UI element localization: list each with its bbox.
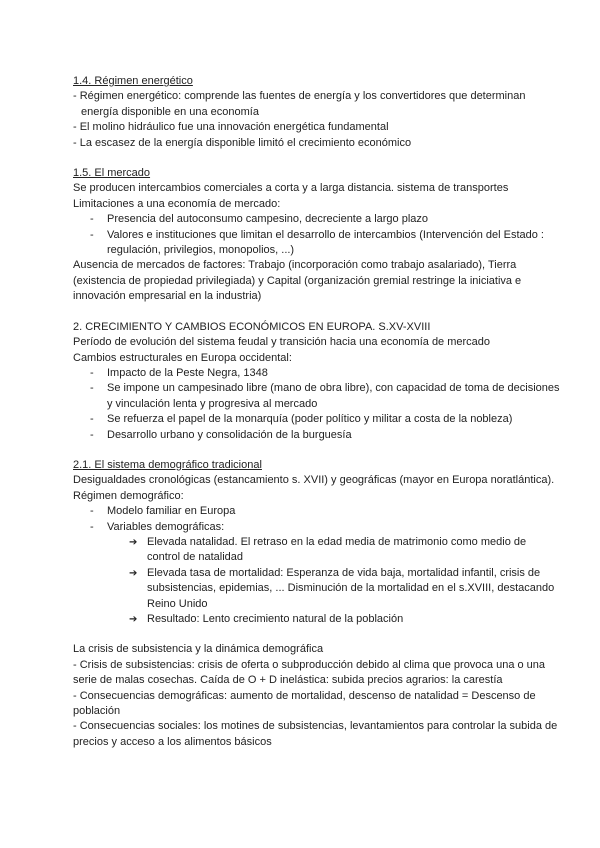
arrow-list-item: ➔ Elevada natalidad. El retraso en la edad media de matrimonio como medio de control de natalidad [73, 535, 560, 566]
section-heading-demografico: 2.1. El sistema demográfico tradicional [73, 458, 262, 471]
paragraph-consecuencias-sociales: - Consecuencias sociales: los motines de subsistencias, levantamientos para controlar la subida de precios y acceso a los alimentos básicos [73, 720, 558, 748]
spacer [73, 305, 560, 320]
arrow-list-item: ➔ Resultado: Lento crecimiento natural de la población [73, 612, 560, 627]
section-heading-mercado: 1.5. El mercado [73, 167, 151, 180]
list-item: - Se refuerza el papel de la monarquía (poder político y militar a costa de la nobleza) [73, 412, 560, 427]
paragraph-periodo: Período de evolución del sistema feudal y transición hacia una economía de mercado [73, 336, 491, 349]
list-item: - Desarrollo urbano y consolidación de la burguesía [73, 428, 560, 443]
paragraph-regimen-definition: - Régimen energético: comprende las fuentes de energía y los convertidores que determinan energía disponible en una economía [73, 90, 526, 118]
list-item: - Impacto de la Peste Negra, 1348 [73, 366, 560, 381]
paragraph-cambios: Cambios estructurales en Europa occidental: [73, 351, 292, 364]
section-heading-crecimiento: 2. CRECIMIENTO Y CAMBIOS ECONÓMICOS EN EUROPA. S.XV-XVIII [73, 320, 431, 333]
paragraph-ausencia-mercados: Ausencia de mercados de factores: Trabajo (incorporación como trabajo asalariado), Tierra (existencia de propiedad privilegiada) y Capital (organización gremial restringe la iniciativa e innovación empresarial en la industria) [73, 259, 522, 303]
paragraph-limitaciones: Limitaciones a una economía de mercado: [73, 197, 281, 210]
paragraph-intercambios: Se producen intercambios comerciales a corta y a larga distancia. sistema de transportes [73, 182, 509, 195]
section-heading-crisis: La crisis de subsistencia y la dinámica demográfica [73, 643, 324, 656]
spacer [73, 443, 560, 458]
spacer [73, 151, 560, 166]
list-item: - Modelo familiar en Europa [73, 504, 560, 519]
paragraph-desigualdades: Desigualdades cronológicas (estancamiento s. XVII) y geográficas (mayor en Europa noratlántica). [73, 474, 555, 487]
list-item: - Presencia del autoconsumo campesino, decreciente a largo plazo [73, 212, 560, 227]
list-item: - Variables demográficas: [73, 520, 560, 535]
list-item: - Valores e instituciones que limitan el desarrollo de intercambios (Intervención del Estado : regulación, privilegios, monopolios, ...) [73, 228, 560, 259]
list-cambios [73, 366, 560, 443]
paragraph-molino: - El molino hidráulico fue una innovación energética fundamental [73, 121, 389, 134]
paragraph-escasez: - La escasez de la energía disponible limitó el crecimiento económico [73, 136, 412, 149]
section-heading-regimen-energetico: 1.4. Régimen energético [73, 75, 193, 87]
list-limitaciones [73, 212, 560, 258]
list-item: - Se impone un campesinado libre (mano de obra libre), con capacidad de toma de decisiones y vinculación lenta y progresiva al mercado [73, 381, 560, 412]
spacer [73, 627, 560, 642]
list-regimen-demografico [73, 504, 560, 535]
arrow-list-item: ➔ Elevada tasa de mortalidad: Esperanza de vida baja, mortalidad infantil, crisis de subsistencias, epidemias, ... Disminución de la mortalidad en el s.XVIII, destacando Reino Unido [73, 566, 560, 612]
paragraph-regimen-demografico: Régimen demográfico: [73, 489, 184, 502]
list-variables-demograficas [73, 535, 560, 627]
paragraph-consecuencias-demograficas: - Consecuencias demográficas: aumento de mortalidad, descenso de natalidad = Descenso de población [73, 689, 536, 718]
paragraph-crisis-subsistencias: - Crisis de subsistencias: crisis de oferta o subproducción debido al clima que provoca una o una serie de malas cosechas. Caída de O + D inelástica: subida precios agrarios: la carestía [73, 658, 546, 687]
